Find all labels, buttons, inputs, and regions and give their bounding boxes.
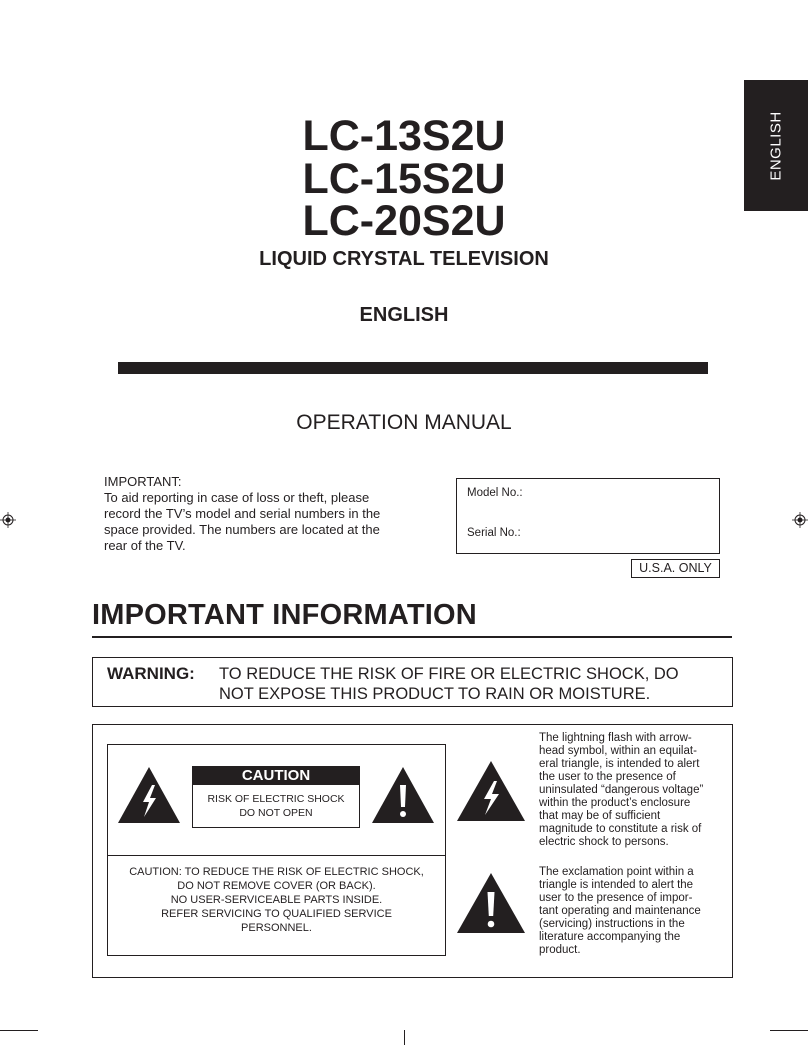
exclamation-warning-icon xyxy=(370,765,436,825)
lightning-description xyxy=(539,732,725,849)
caution-line: RISK OF ELECTRIC SHOCK xyxy=(207,793,345,805)
description-line: the user to the presence of xyxy=(539,771,676,783)
registration-mark-icon xyxy=(0,512,16,528)
caution-statement-line: CAUTION: TO REDUCE THE RISK OF ELECTRIC SHOCK, xyxy=(129,866,424,878)
caution-statement xyxy=(112,865,441,935)
lightning-warning-icon xyxy=(116,765,182,825)
caution-line: DO NOT OPEN xyxy=(239,807,313,819)
important-line: To aid reporting in case of loss or theft, please xyxy=(104,490,370,505)
title-rule xyxy=(118,362,708,374)
description-line: within the product’s enclosure xyxy=(539,797,691,809)
warning-label: WARNING: xyxy=(107,664,195,683)
product-name: LIQUID CRYSTAL TELEVISION xyxy=(259,248,549,270)
description-line: electric shock to persons. xyxy=(539,836,669,848)
description-line: uninsulated “dangerous voltage” xyxy=(539,784,704,796)
registration-mark-icon xyxy=(792,512,808,528)
section-heading: IMPORTANT INFORMATION xyxy=(92,599,477,631)
description-line: user to the presence of impor- xyxy=(539,892,693,904)
caution-statement-line: REFER SERVICING TO QUALIFIED SERVICE xyxy=(161,908,392,920)
language-label: ENGLISH xyxy=(359,304,449,326)
description-line: literature accompanying the xyxy=(539,931,681,943)
warning-line: TO REDUCE THE RISK OF FIRE OR ELECTRIC SHOCK, DO xyxy=(219,665,679,683)
model-number: LC-20S2U xyxy=(302,197,506,245)
caution-statement-line: DO NOT REMOVE COVER (OR BACK). xyxy=(177,880,376,892)
caution-statement-line: NO USER-SERVICEABLE PARTS INSIDE. xyxy=(170,894,383,906)
crop-mark xyxy=(404,1030,405,1045)
description-line: triangle is intended to alert the xyxy=(539,879,694,891)
important-line: record the TV’s model and serial numbers in the xyxy=(104,506,381,521)
description-line: The exclamation point within a xyxy=(539,866,694,878)
caution-panel xyxy=(192,766,360,828)
description-line: (servicing) instructions in the xyxy=(539,918,685,930)
model-no-label: Model No.: xyxy=(467,487,523,499)
description-line: tant operating and maintenance xyxy=(539,905,701,917)
caution-divider xyxy=(108,855,445,856)
description-line: that may be of sufficient xyxy=(539,810,661,822)
section-rule xyxy=(92,636,732,638)
important-heading: IMPORTANT: xyxy=(104,474,182,489)
caution-statement-line: PERSONNEL. xyxy=(241,922,312,934)
language-tab-label: ENGLISH xyxy=(767,110,785,181)
serial-no-label: Serial No.: xyxy=(467,527,521,539)
exclamation-warning-icon xyxy=(455,871,527,935)
manual-title: OPERATION MANUAL xyxy=(296,411,512,434)
lightning-warning-icon xyxy=(455,759,527,823)
safety-symbols-box xyxy=(92,724,733,978)
crop-mark xyxy=(770,1030,808,1031)
description-line: head symbol, within an equilat- xyxy=(539,745,697,757)
description-line: The lightning flash with arrow- xyxy=(539,732,692,744)
description-line: magnitude to constitute a risk of xyxy=(539,823,702,835)
description-line: product. xyxy=(539,944,581,956)
caution-body xyxy=(193,792,359,820)
important-line: rear of the TV. xyxy=(104,538,186,553)
important-note xyxy=(104,474,404,554)
region-badge: U.S.A. ONLY xyxy=(631,559,720,578)
model-number: LC-13S2U xyxy=(302,112,506,160)
record-box xyxy=(456,478,720,554)
caution-label-box xyxy=(107,744,446,956)
description-line: eral triangle, is intended to alert xyxy=(539,758,700,770)
warning-box xyxy=(92,657,733,707)
important-line: space provided. The numbers are located at the xyxy=(104,522,380,537)
exclamation-description xyxy=(539,866,725,957)
model-number: LC-15S2U xyxy=(302,155,506,203)
warning-line: NOT EXPOSE THIS PRODUCT TO RAIN OR MOISTURE. xyxy=(219,685,651,703)
warning-text xyxy=(219,664,729,704)
caution-header: CAUTION xyxy=(193,767,359,785)
crop-mark xyxy=(0,1030,38,1031)
